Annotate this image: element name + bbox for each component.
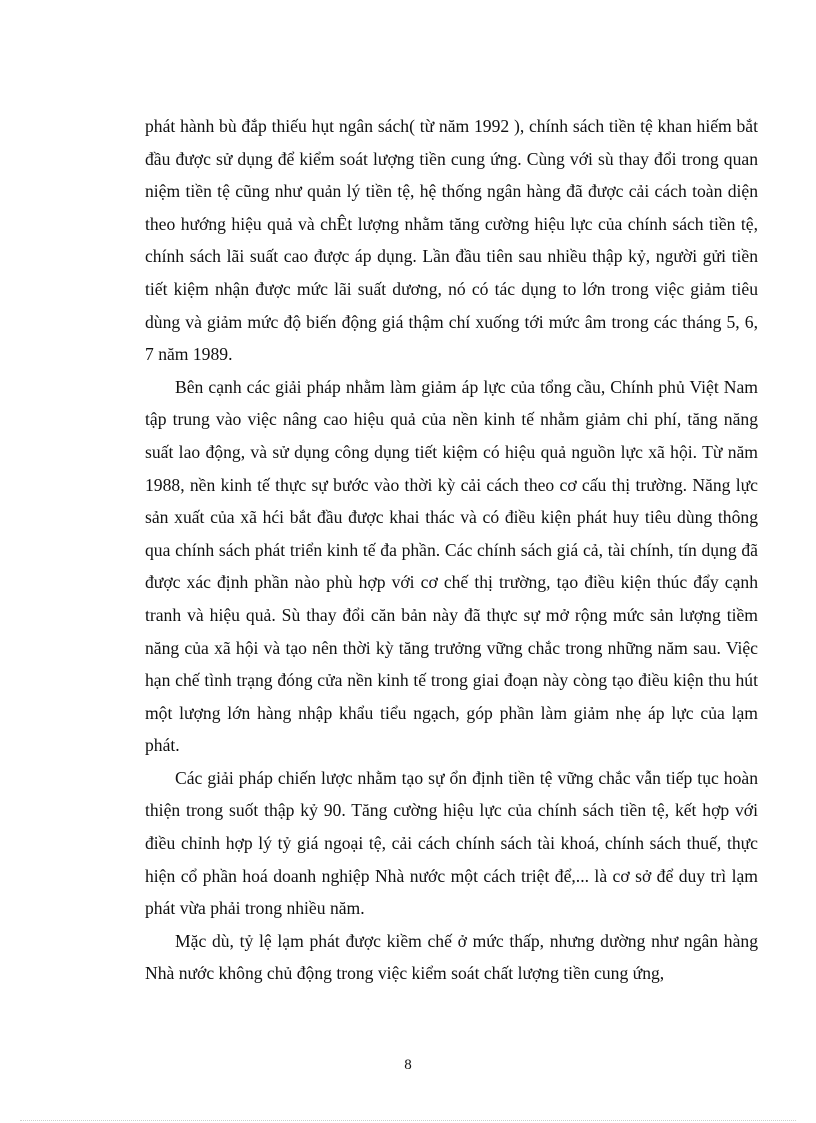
page-bottom-divider — [20, 1120, 796, 1121]
body-text — [145, 110, 758, 990]
page-number: 8 — [404, 1057, 412, 1073]
paragraph-inflation-control: Mặc dù, tỷ lệ lạm phát được kiềm chế ở mức thấp, nhưng dường như ngân hàng Nhà nước không chủ động trong việc kiểm soát chất lượng tiền cung ứng, — [145, 930, 758, 984]
paragraph-continuation: phát hành bù đắp thiếu hụt ngân sách( từ năm 1992 ), chính sách tiền tệ khan hiếm bắt đầu được sử dụng để kiểm soát lượng tiền cung ứng. Cùng với sù thay đổi trong quan niệm tiền tệ cũng như quản lý tiền tệ, hệ thống ngân hàng đã được cải cách toàn diện theo hướng hiệu quả và chÊt lượng nhằm tăng cường hiệu lực của chính sách tiền tệ, chính sách lãi suất cao được áp dụng. Lần đầu tiên sau nhiều thập kỷ, người gửi tiền tiết kiệm nhận được mức lãi suất dương, nó có tác dụng to lớn trong việc giảm tiêu dùng và giảm mức độ biến động giá thậm chí xuống tới mức âm trong các tháng 5, 6, 7 năm 1989. — [145, 116, 758, 365]
paragraph-strategic-solutions: Các giải pháp chiến lược nhằm tạo sự ổn định tiền tệ vững chắc vẫn tiếp tục hoàn thiện trong suốt thập kỷ 90. Tăng cường hiệu lực của chính sách tiền tệ, kết hợp với điều chỉnh hợp lý tỷ giá ngoại tệ, cải cách chính sách tài khoá, chính sách thuế, thực hiện cổ phần hoá doanh nghiệp Nhà nước một cách triệt để,... là cơ sở để duy trì lạm phát vừa phải trong nhiều năm. — [145, 767, 758, 919]
paragraph-government-measures: Bên cạnh các giải pháp nhằm làm giảm áp lực của tổng cầu, Chính phủ Việt Nam tập trung vào việc nâng cao hiệu quả của nền kinh tế nhằm giảm chi phí, tăng năng suất lao động, và sử dụng công dụng tiết kiệm có hiệu quả nguồn lực xã hội. Từ năm 1988, nền kinh tế thực sự bước vào thời kỳ cải cách theo cơ cấu thị trường. Năng lực sản xuất của xã hći bắt đầu được khai thác và có điều kiện phát huy tiêu dùng thông qua chính sách phát triển kinh tế đa phần. Các chính sách giá cả, tài chính, tín dụng đã được xác định phần nào phù hợp với cơ chế thị trường, tạo điều kiện thúc đẩy cạnh tranh và hiệu quả. Sù thay đổi căn bản này đã thực sự mở rộng mức sản lượng tiềm năng của xã hội và tạo nên thời kỳ tăng trưởng vững chắc trong những năm sau. Việc hạn chế tình trạng đóng cửa nền kinh tế trong giai đoạn này còng tạo điều kiện thu hút một lượng lớn hàng nhập khẩu tiểu ngạch, góp phần làm giảm nhẹ áp lực của lạm phát. — [145, 376, 758, 756]
